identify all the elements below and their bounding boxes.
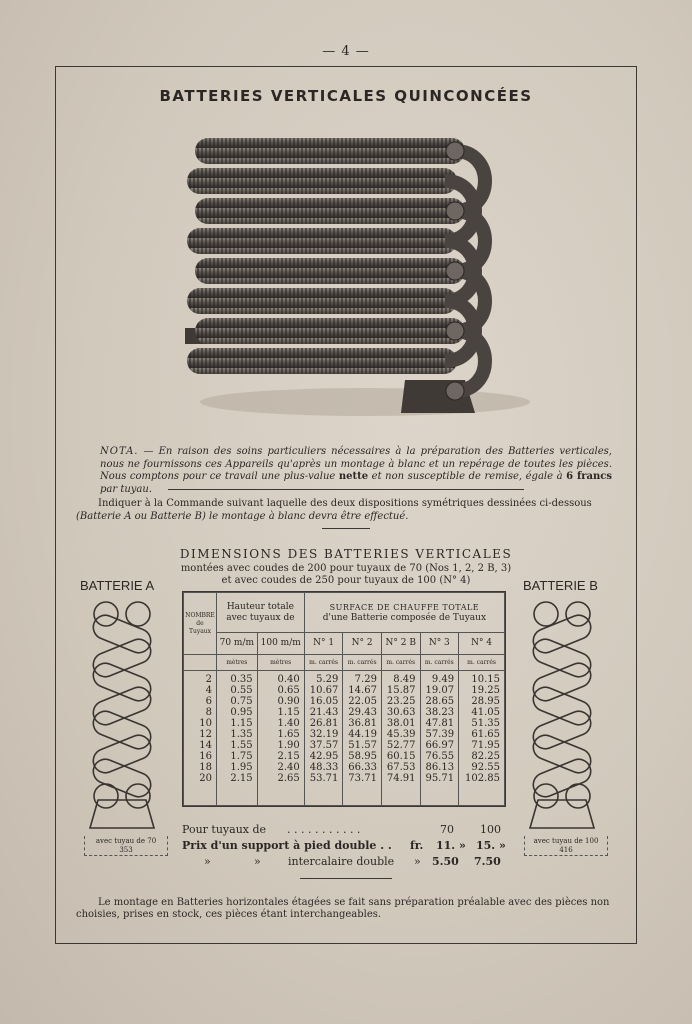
table-cell: 61.65 — [471, 729, 500, 740]
column-n2 — [343, 671, 382, 806]
unit-n3: m. carrés — [420, 655, 459, 671]
table-cell: 10.15 — [471, 674, 500, 685]
table-cell: 37.57 — [309, 740, 339, 751]
batterie-a-tag — [84, 836, 168, 856]
table-cell: 2 — [205, 674, 212, 685]
dimensions-title: DIMENSIONS DES BATTERIES VERTICALES — [179, 547, 513, 561]
batterie-b-diagram — [526, 600, 598, 832]
unit-blank — [184, 655, 217, 671]
pricing-label-tuyaux: Pour tuyaux de — [182, 823, 267, 836]
table-cell: 51.57 — [348, 740, 377, 751]
batterie-b-label: BATTERIE B — [523, 578, 598, 593]
unit-n4: m. carrés — [459, 655, 505, 671]
table-cell: 1.35 — [230, 729, 253, 740]
table-cell: 8 — [205, 707, 212, 718]
batterie-b-tag-line: avec tuyau de 100 — [533, 837, 599, 845]
table-cell: 19.07 — [425, 685, 455, 696]
page-number: — 4 — — [322, 44, 370, 59]
pricing-ditto-3: » — [414, 855, 421, 868]
table-cell: 71.95 — [471, 740, 500, 751]
short-divider-rule — [322, 528, 370, 529]
header-surface-line2: d'une Batterie composée de Tuyaux — [322, 612, 487, 623]
col-70: 70 m/m — [217, 633, 258, 655]
table-cell: 73.71 — [348, 773, 377, 784]
table-cell: 53.71 — [309, 773, 339, 784]
column-n3 — [420, 671, 459, 806]
table-cell: 47.81 — [425, 718, 455, 729]
table-cell: 0.35 — [230, 674, 253, 685]
table-cell: 1.55 — [230, 740, 253, 751]
column-n2b — [381, 671, 420, 806]
unit-n2b: m. carrés — [381, 655, 420, 671]
table-cell: 52.77 — [386, 740, 416, 751]
table-cell: 82.25 — [471, 751, 500, 762]
table-cell: 5.29 — [316, 674, 339, 685]
pricing-size-70: 70 — [440, 823, 454, 836]
pricing-intercalaire-100: 7.50 — [474, 855, 501, 868]
batterie-a-tag-value: 353 — [119, 846, 133, 854]
table-cell: 74.91 — [386, 773, 416, 784]
table-cell: 14 — [199, 740, 212, 751]
column-h100 — [257, 671, 304, 806]
table-cell: 23.25 — [386, 696, 416, 707]
table-cell: 20 — [199, 773, 212, 784]
pricing-row-intercalaire — [182, 855, 512, 871]
header-hauteur — [217, 593, 305, 633]
table-cell: 9.49 — [431, 674, 455, 685]
pricing-row-tuyaux — [182, 823, 512, 839]
table-cell: 38.23 — [425, 707, 455, 718]
batterie-b-tag — [524, 836, 608, 856]
table-cell: 16 — [199, 751, 212, 762]
table-cell: 41.05 — [471, 707, 500, 718]
col-n1: N° 1 — [304, 633, 343, 655]
col-n2b: N° 2 B — [381, 633, 420, 655]
col-100: 100 m/m — [257, 633, 304, 655]
pricing-row-support — [182, 839, 512, 855]
header-nombre — [184, 593, 217, 655]
table-cell: 1.40 — [277, 718, 300, 729]
divider-rule — [168, 489, 524, 490]
table-cell: 12 — [199, 729, 212, 740]
table-cell: 28.95 — [471, 696, 500, 707]
unit-metres-100: mètres — [257, 655, 304, 671]
pricing-dots: . . . . . . . . . . . — [287, 823, 361, 836]
unit-n2: m. carrés — [343, 655, 382, 671]
table-cell: 19.25 — [471, 685, 500, 696]
nota-lead: NOTA. — [100, 446, 139, 457]
table-cell: 45.39 — [386, 729, 416, 740]
table-cell: 66.97 — [425, 740, 455, 751]
pricing-ditto-2: » — [254, 855, 261, 868]
unit-metres-70: mètres — [217, 655, 258, 671]
pricing-intercalaire-70: 5.50 — [432, 855, 459, 868]
instruction-paragraph — [76, 498, 610, 523]
table-cell: 0.55 — [230, 685, 253, 696]
pricing-block — [182, 823, 512, 871]
dimensions-subtitle-2: et avec coudes de 250 pour tuyaux de 100 (N° 4) — [221, 575, 471, 586]
column-n4 — [459, 671, 505, 806]
page-title: BATTERIES VERTICALES QUINCONCÉES — [159, 87, 533, 105]
table-cell: 60.15 — [386, 751, 416, 762]
column-nombre — [184, 671, 217, 806]
footer-divider-rule — [300, 878, 392, 879]
table-cell: 38.01 — [386, 718, 416, 729]
pricing-label-support: Prix d'un support à pied double . . — [182, 839, 392, 852]
table-cell: 1.75 — [230, 751, 253, 762]
table-cell: 10.67 — [309, 685, 339, 696]
nota-bold-price: 6 francs — [566, 471, 612, 482]
table-cell: 0.95 — [230, 707, 253, 718]
table-cell: 102.85 — [465, 773, 500, 784]
batterie-a-tag-line: avec tuyau de 70 — [95, 837, 157, 845]
table-cell: 18 — [199, 762, 212, 773]
table-cell: 76.55 — [425, 751, 455, 762]
table-cell: 86.13 — [425, 762, 455, 773]
pricing-label-intercalaire: intercalaire double — [288, 855, 395, 868]
col-n2: N° 2 — [343, 633, 382, 655]
table-cell: 1.90 — [277, 740, 300, 751]
header-tuyaux-word: Tuyaux — [188, 627, 212, 635]
column-n1 — [304, 671, 343, 806]
table-cell: 4 — [205, 685, 212, 696]
table-cell: 2.15 — [277, 751, 300, 762]
table-cell: 0.65 — [277, 685, 300, 696]
radiator-pipes — [187, 138, 465, 374]
batterie-a-label: BATTERIE A — [80, 578, 155, 593]
table-cell: 42.95 — [309, 751, 339, 762]
table-cell: 58.95 — [348, 751, 377, 762]
table-cell: 2.15 — [230, 773, 253, 784]
radiator-illustration — [165, 118, 535, 436]
batterie-a-diagram — [86, 600, 158, 832]
table-cell: 29.43 — [348, 707, 377, 718]
pricing-support-100: 15. » — [476, 839, 506, 852]
table-cell: 8.49 — [393, 674, 416, 685]
header-surface-line1: SURFACE DE CHAUFFE TOTALE — [329, 602, 480, 612]
table-cell: 2.40 — [277, 762, 300, 773]
table-cell: 1.65 — [277, 729, 300, 740]
batterie-b-tag-value: 416 — [559, 846, 573, 854]
header-surface — [304, 593, 504, 633]
nota-bold-nette: nette — [338, 471, 369, 482]
table-cell: 0.75 — [230, 696, 253, 707]
dimensions-subtitle-1: montées avec coudes de 200 pour tuyaux de 70 (Nos 1, 2, 2 B, 3) — [180, 563, 512, 574]
footer-text: Le montage en Batteries horizontales étagées se fait sans préparation préalable avec des pièces non choisies, prises en stock, ces pièces étant interchangeables. — [76, 897, 610, 920]
table-cell: 1.95 — [230, 762, 253, 773]
table-cell: 28.65 — [425, 696, 455, 707]
table-cell: 48.33 — [309, 762, 339, 773]
header-nombre-word: NOMBRE — [185, 611, 215, 619]
table-cell: 44.19 — [348, 729, 377, 740]
table-cell: 32.19 — [309, 729, 339, 740]
nota-text: — En raison des soins particuliers nécessaires à la préparation des Batteries verticales, nous ne fournissons ces Appareils qu'après un montage à blanc et un repérage de toutes les pièces. Nous comptons pour ce travail une plus-value — [100, 446, 612, 482]
table-cell: 21.43 — [309, 707, 339, 718]
table-cell: 6 — [205, 696, 212, 707]
pricing-support-70: 11. » — [436, 839, 466, 852]
table-cell: 36.81 — [348, 718, 377, 729]
table-cell: 22.05 — [348, 696, 377, 707]
table-cell: 95.71 — [425, 773, 455, 784]
table-cell: 67.53 — [386, 762, 416, 773]
table-cell: 57.39 — [425, 729, 455, 740]
table-cell: 1.15 — [230, 718, 253, 729]
table-cell: 26.81 — [309, 718, 339, 729]
instruction-line-2: (Batterie A ou Batterie B) le montage à blanc devra être effectué. — [76, 510, 409, 522]
footer-note — [76, 897, 616, 921]
pricing-currency: fr. — [410, 839, 424, 852]
instruction-line-1: Indiquer à la Commande suivant laquelle des deux dispositions symétriques dessinées ci-dessous — [98, 498, 592, 509]
table-cell: 1.15 — [277, 707, 300, 718]
table-cell: 0.90 — [277, 696, 300, 707]
table-cell: 2.65 — [277, 773, 300, 784]
col-n4: N° 4 — [459, 633, 505, 655]
table-cell: 14.67 — [348, 685, 377, 696]
table-cell: 15.87 — [386, 685, 416, 696]
dimensions-table — [182, 591, 506, 807]
header-hauteur-line2: avec tuyaux de — [226, 612, 295, 623]
unit-n1: m. carrés — [304, 655, 343, 671]
table-cell: 7.29 — [354, 674, 377, 685]
table-cell: 51.35 — [471, 718, 500, 729]
table-cell: 30.63 — [386, 707, 416, 718]
table-cell: 16.05 — [309, 696, 339, 707]
pricing-ditto-1: » — [204, 855, 211, 868]
nota-text-3: par tuyau. — [100, 483, 153, 495]
header-hauteur-line1: Hauteur totale — [226, 601, 294, 612]
table-cell: 92.55 — [471, 762, 500, 773]
table-cell: 66.33 — [348, 762, 377, 773]
table-cell: 10 — [199, 718, 212, 729]
pricing-size-100: 100 — [480, 823, 501, 836]
column-h70 — [217, 671, 258, 806]
nota-text-2: et non susceptible de remise, égale à — [368, 471, 567, 482]
col-n3: N° 3 — [420, 633, 459, 655]
header-de-word: de — [196, 619, 204, 627]
table-cell: 0.40 — [277, 674, 300, 685]
